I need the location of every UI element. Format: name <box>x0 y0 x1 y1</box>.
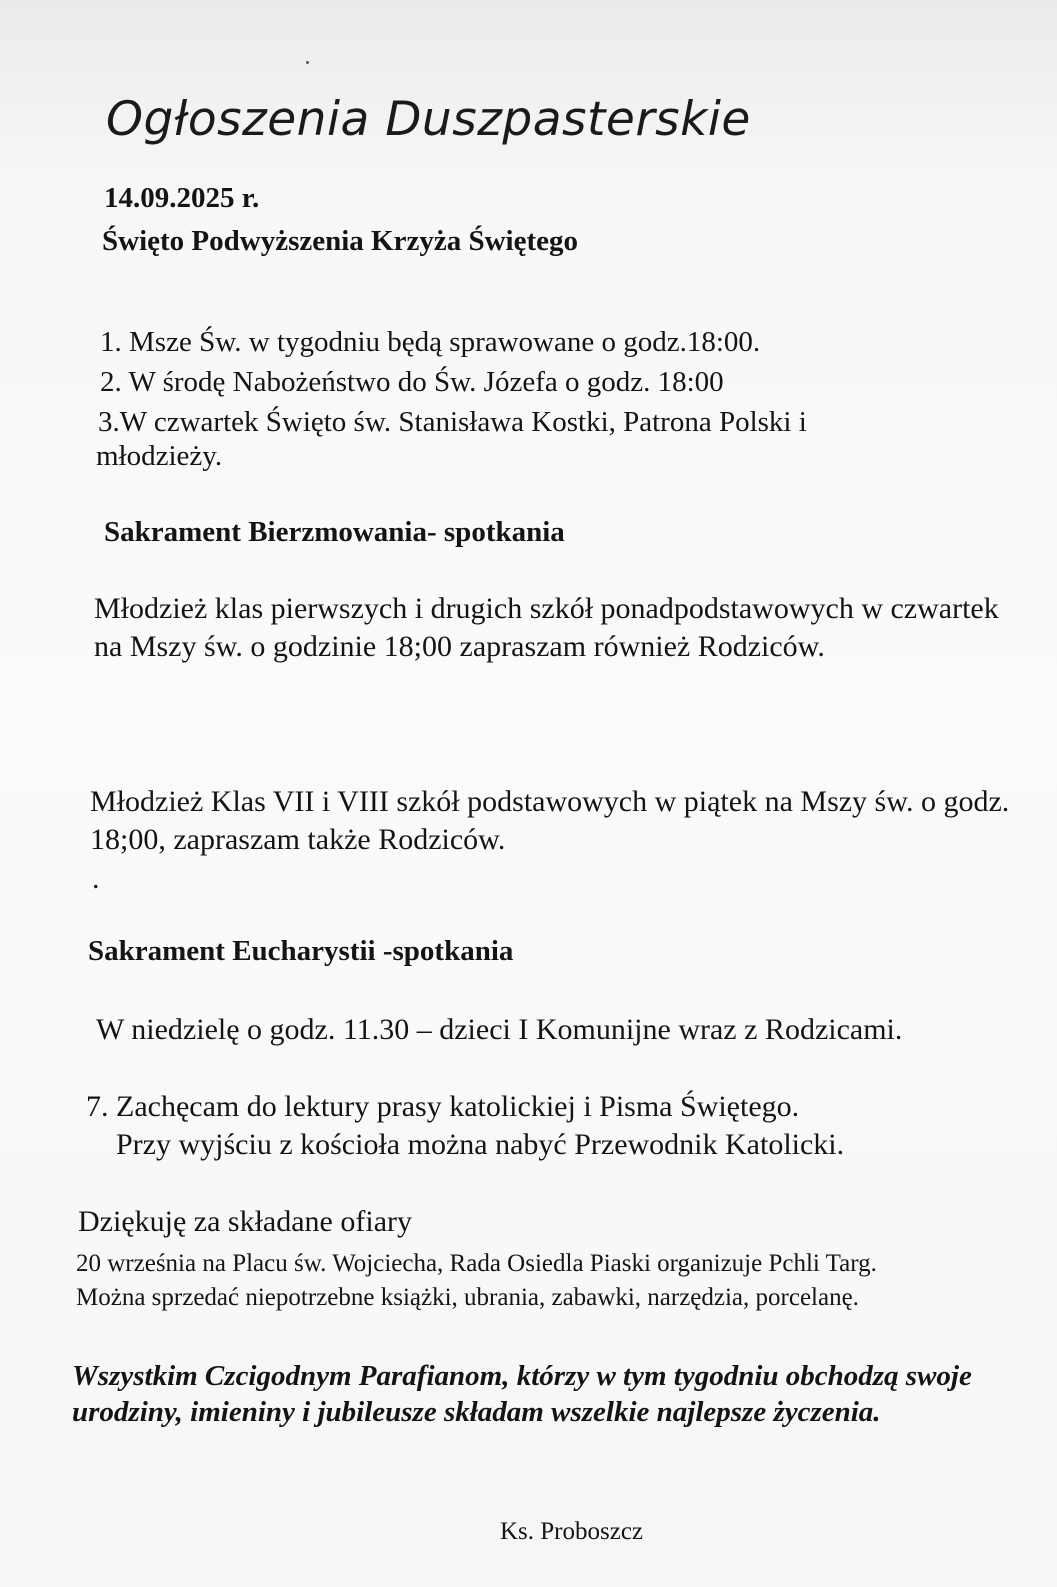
reading-encouragement: 7. Zachęcam do lektury prasy katolickiej i Pisma Świętego. <box>86 1090 800 1123</box>
eucharist-heading: Sakrament Eucharystii -spotkania <box>88 935 514 967</box>
item-3: 3.W czwartek Święto św. Stanisława Kostki, Patrona Polski i <box>98 406 807 438</box>
item-1: 1. Msze Św. w tygodniu będą sprawowane o godz.18:00. <box>100 326 761 358</box>
confirmation-heading: Sakrament Bierzmowania- spotkania <box>104 516 565 548</box>
flea-market-line-2: Można sprzedać niepotrzebne książki, ubrania, zabawki, narzędzia, porcelanę. <box>76 1284 859 1311</box>
paper-speck <box>306 61 309 64</box>
stray-dot: . <box>92 862 100 895</box>
feast-name: Święto Podwyższenia Krzyża Świętego <box>102 225 578 257</box>
eucharist-line: W niedzielę o godz. 11.30 – dzieci I Komunijne wraz z Rodzicami. <box>96 1013 903 1046</box>
item-2: 2. W środę Nabożeństwo do Św. Józefa o godz. 18:00 <box>100 366 724 398</box>
signature: Ks. Proboszcz <box>500 1518 644 1545</box>
announcement-date: 14.09.2025 r. <box>104 182 260 214</box>
confirmation-paragraph-1: Młodzież klas pierwszych i drugich szkół ponadpodstawowych w czwartek na Mszy św. o godzinie 18;00 zapraszam również Rodziców. <box>94 592 999 663</box>
page-title: Ogłoszenia Duszpasterskie <box>106 92 751 147</box>
item-3-continued: młodzieży. <box>96 440 223 472</box>
birthday-wishes: Wszystkim Czcigodnym Parafianom, którzy w tym tygodniu obchodzą swoje urodziny, imieniny i jubileusze składam wszelkie najlepsze życzenia. <box>72 1360 972 1428</box>
thanks-offerings: Dziękuję za składane ofiary <box>78 1205 412 1238</box>
confirmation-paragraph-2: Młodzież Klas VII i VIII szkół podstawowych w piątek na Mszy św. o godz. 18;00, zapraszam także Rodziców. <box>90 785 1010 856</box>
flea-market-line-1: 20 września na Placu św. Wojciecha, Rada Osiedla Piaski organizuje Pchli Targ. <box>76 1250 877 1277</box>
guide-purchase-note: Przy wyjściu z kościoła można nabyć Przewodnik Katolicki. <box>116 1128 845 1161</box>
